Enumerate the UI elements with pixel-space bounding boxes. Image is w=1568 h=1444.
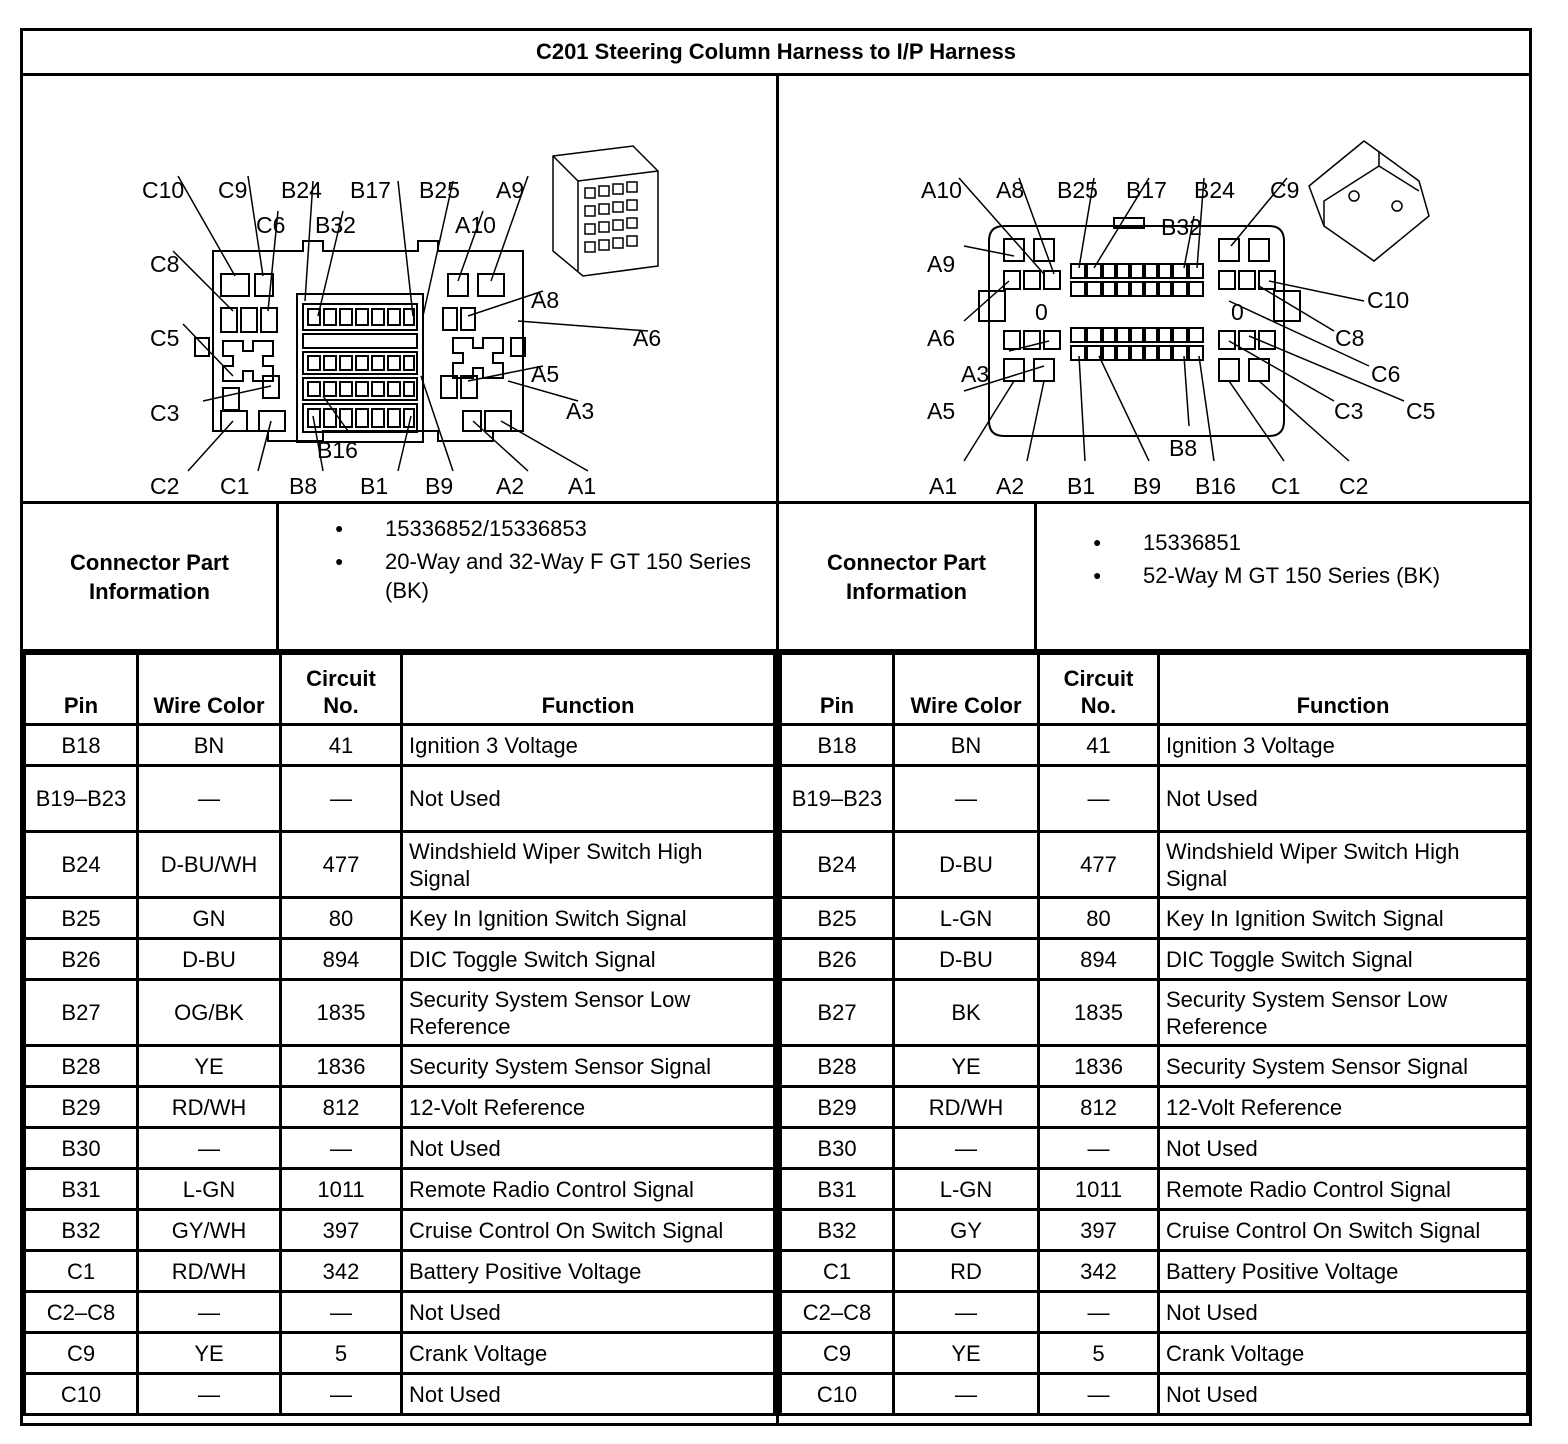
left-label-C9: C9 [218,177,248,203]
col-header-wire-color: Wire Color [138,654,281,725]
table-row [781,980,1528,1046]
function-cell: Not Used [402,1292,775,1333]
left-label-A10: A10 [455,212,496,238]
table-row [781,1374,1528,1415]
pin-cell: B27 [781,980,894,1046]
circuit-cell: 397 [281,1210,402,1251]
pin-cell: B29 [781,1087,894,1128]
right-label-B8: B8 [1169,435,1198,461]
function-cell: Security System Sensor Signal [1159,1046,1528,1087]
function-cell: Cruise Control On Switch Signal [1159,1210,1528,1251]
connector-sheet [20,28,1532,1426]
pin-cell: B19–B23 [781,766,894,832]
left-label-B24: B24 [281,177,322,203]
table-row [25,766,775,832]
table-row [25,1333,775,1374]
circuit-cell: 5 [1039,1333,1159,1374]
left-label-A6: A6 [633,325,662,351]
pin-cell: C10 [781,1374,894,1415]
wire-color-cell: GY [894,1210,1039,1251]
wire-color-cell: RD/WH [138,1087,281,1128]
table-row [781,898,1528,939]
left-label-C3: C3 [150,400,180,426]
right-label-A1: A1 [929,473,958,499]
circuit-cell: 5 [281,1333,402,1374]
pin-cell: B19–B23 [25,766,138,832]
pin-cell: B29 [25,1087,138,1128]
right-info-label: Connector Part Information [779,504,1037,649]
table-row [781,939,1528,980]
wire-color-cell: YE [894,1333,1039,1374]
left-label-C1: C1 [220,473,250,499]
circuit-cell: — [1039,1292,1159,1333]
right-connector-pictogram [1309,141,1429,261]
pin-cell: C9 [25,1333,138,1374]
function-cell: Ignition 3 Voltage [1159,725,1528,766]
wire-color-cell: RD/WH [138,1251,281,1292]
function-cell: Not Used [402,1128,775,1169]
left-label-A3: A3 [566,398,595,424]
left-info-item: ● 20-Way and 32-Way F GT 150 Series (BK) [279,547,776,605]
wire-color-cell: — [894,1374,1039,1415]
pin-cell: C2–C8 [25,1292,138,1333]
pin-cell: B32 [781,1210,894,1251]
left-label-A2: A2 [496,473,525,499]
right-label-B17: B17 [1126,177,1167,203]
table-row [25,1046,775,1087]
table-row [25,1087,775,1128]
wire-color-cell: D-BU [894,939,1039,980]
pin-cell: B28 [25,1046,138,1087]
table-row [781,1169,1528,1210]
wire-color-cell: BN [138,725,281,766]
wire-color-cell: OG/BK [138,980,281,1046]
right-label-C1: C1 [1271,473,1301,499]
function-cell: Key In Ignition Switch Signal [402,898,775,939]
col-header-circuit: Circuit No. [281,654,402,725]
col-header-function: Function [402,654,775,725]
pin-cell: B25 [781,898,894,939]
function-cell: Not Used [402,1374,775,1415]
function-cell: Security System Sensor Low Reference [402,980,775,1046]
left-label-B8: B8 [289,473,318,499]
right-label-A2: A2 [996,473,1025,499]
right-label-B24: B24 [1194,177,1235,203]
left-label-C8: C8 [150,251,180,277]
left-label-B17: B17 [350,177,391,203]
circuit-cell: 1011 [281,1169,402,1210]
pin-cell: B18 [781,725,894,766]
wire-color-cell: L-GN [894,898,1039,939]
table-row [781,766,1528,832]
wire-color-cell: L-GN [138,1169,281,1210]
wire-color-cell: — [138,1374,281,1415]
pin-cell: B32 [25,1210,138,1251]
right-label-B32: B32 [1161,214,1202,240]
left-label-B9: B9 [425,473,454,499]
left-label-A1: A1 [568,473,597,499]
function-cell: Windshield Wiper Switch High Signal [1159,832,1528,898]
left-label-B16: B16 [317,437,358,463]
right-info-item: ● 15336851 [1037,528,1529,557]
right-label-B1: B1 [1067,473,1096,499]
table-row [25,1169,775,1210]
right-label-A9: A9 [927,251,956,277]
circuit-cell: 1836 [281,1046,402,1087]
circuit-cell: 80 [1039,898,1159,939]
table-row [781,1087,1528,1128]
right-label-C3: C3 [1334,398,1364,424]
wire-color-cell: — [894,1128,1039,1169]
table-row [25,1128,775,1169]
pin-cell: B26 [781,939,894,980]
col-header-wire-color: Wire Color [894,654,1039,725]
pin-cell: B30 [781,1128,894,1169]
right-label-C2: C2 [1339,473,1369,499]
right-label-A3: A3 [961,361,990,387]
pin-cell: B24 [25,832,138,898]
pin-cell: C10 [25,1374,138,1415]
col-header-pin: Pin [781,654,894,725]
right-label-A8: A8 [996,177,1025,203]
function-cell: 12-Volt Reference [402,1087,775,1128]
left-label-A9: A9 [496,177,525,203]
left-label-A5: A5 [531,361,560,387]
wire-color-cell: — [894,766,1039,832]
circuit-cell: 1011 [1039,1169,1159,1210]
table-row [781,832,1528,898]
left-info-item: ● 15336852/15336853 [279,514,776,543]
left-pin-table [23,652,776,1416]
wire-color-cell: RD/WH [894,1087,1039,1128]
table-row [25,725,775,766]
table-row [25,1251,775,1292]
right-label-C8: C8 [1335,325,1365,351]
left-info-label: Connector Part Information [23,504,279,649]
page-title: C201 Steering Column Harness to I/P Harness [23,31,1529,76]
pin-cell: C1 [781,1251,894,1292]
circuit-cell: 477 [281,832,402,898]
function-cell: Not Used [1159,766,1528,832]
function-cell: Ignition 3 Voltage [402,725,775,766]
right-face-zero-left: 0 [1035,299,1048,325]
function-cell: Not Used [1159,1374,1528,1415]
function-cell: Key In Ignition Switch Signal [1159,898,1528,939]
table-row [25,939,775,980]
right-label-C10: C10 [1367,287,1410,313]
col-header-function: Function [1159,654,1528,725]
col-header-pin: Pin [25,654,138,725]
left-label-C5: C5 [150,325,180,351]
circuit-cell: 80 [281,898,402,939]
wire-color-cell: L-GN [894,1169,1039,1210]
left-connector-face [23,76,776,501]
function-cell: Security System Sensor Low Reference [1159,980,1528,1046]
pin-cell: B30 [25,1128,138,1169]
connector-diagrams [23,76,1529,504]
circuit-cell: — [1039,1128,1159,1169]
right-connector-diagram [779,76,1529,501]
wire-color-cell: YE [138,1046,281,1087]
wire-color-cell: GN [138,898,281,939]
circuit-cell: 1835 [1039,980,1159,1046]
left-label-C2: C2 [150,473,180,499]
wire-color-cell: D-BU/WH [138,832,281,898]
wire-color-cell: — [138,1128,281,1169]
table-row [781,1292,1528,1333]
right-face-zero-right: 0 [1231,299,1244,325]
function-cell: Crank Voltage [402,1333,775,1374]
function-cell: DIC Toggle Switch Signal [402,939,775,980]
wire-color-cell: D-BU [894,832,1039,898]
pin-cell: C9 [781,1333,894,1374]
left-info-details [279,504,776,649]
circuit-cell: 894 [1039,939,1159,980]
table-row [25,1374,775,1415]
pin-cell: B25 [25,898,138,939]
circuit-cell: — [281,766,402,832]
right-connector-face [779,76,1529,501]
wire-color-cell: BN [894,725,1039,766]
function-cell: Windshield Wiper Switch High Signal [402,832,775,898]
pin-cell: B31 [781,1169,894,1210]
pin-cell: B18 [25,725,138,766]
left-connector-pictogram [553,146,658,276]
function-cell: Not Used [1159,1128,1528,1169]
circuit-cell: 342 [281,1251,402,1292]
wire-color-cell: BK [894,980,1039,1046]
function-cell: Not Used [1159,1292,1528,1333]
table-row [781,1046,1528,1087]
left-connector-diagram [23,76,776,501]
table-row [25,1210,775,1251]
table-row [781,1128,1528,1169]
circuit-cell: — [1039,766,1159,832]
wire-color-cell: GY/WH [138,1210,281,1251]
circuit-cell: 894 [281,939,402,980]
circuit-cell: 477 [1039,832,1159,898]
right-pin-table [779,652,1529,1416]
right-label-A5: A5 [927,398,956,424]
circuit-cell: — [1039,1374,1159,1415]
pin-cell: B31 [25,1169,138,1210]
pin-cell: B28 [781,1046,894,1087]
wire-color-cell: — [138,766,281,832]
col-header-circuit: Circuit No. [1039,654,1159,725]
function-cell: 12-Volt Reference [1159,1087,1528,1128]
function-cell: Battery Positive Voltage [402,1251,775,1292]
table-row [781,1210,1528,1251]
function-cell: Remote Radio Control Signal [1159,1169,1528,1210]
table-row [25,980,775,1046]
circuit-cell: 812 [1039,1087,1159,1128]
table-row [781,725,1528,766]
circuit-cell: 1835 [281,980,402,1046]
table-row [25,898,775,939]
wire-color-cell: — [894,1292,1039,1333]
circuit-cell: 41 [1039,725,1159,766]
right-label-C6: C6 [1371,361,1401,387]
wire-color-cell: YE [894,1046,1039,1087]
right-info-item: ● 52-Way M GT 150 Series (BK) [1037,561,1529,590]
right-label-C5: C5 [1406,398,1436,424]
wire-color-cell: — [138,1292,281,1333]
circuit-cell: 342 [1039,1251,1159,1292]
left-label-C10: C10 [142,177,185,203]
wire-color-cell: RD [894,1251,1039,1292]
right-label-C9: C9 [1270,177,1300,203]
left-label-C6: C6 [256,212,286,238]
left-label-A8: A8 [531,287,560,313]
table-row [25,1292,775,1333]
left-label-B1: B1 [360,473,389,499]
pin-cell: B27 [25,980,138,1046]
circuit-cell: 812 [281,1087,402,1128]
right-label-B16: B16 [1195,473,1236,499]
table-divider [776,504,779,1423]
left-label-B32: B32 [315,212,356,238]
function-cell: Crank Voltage [1159,1333,1528,1374]
right-label-B9: B9 [1133,473,1162,499]
pin-cell: C2–C8 [781,1292,894,1333]
pin-cell: C1 [25,1251,138,1292]
circuit-cell: 397 [1039,1210,1159,1251]
function-cell: Remote Radio Control Signal [402,1169,775,1210]
function-cell: Security System Sensor Signal [402,1046,775,1087]
circuit-cell: — [281,1128,402,1169]
circuit-cell: — [281,1374,402,1415]
left-label-B25: B25 [419,177,460,203]
wire-color-cell: YE [138,1333,281,1374]
function-cell: Battery Positive Voltage [1159,1251,1528,1292]
right-label-A6: A6 [927,325,956,351]
function-cell: Not Used [402,766,775,832]
circuit-cell: 1836 [1039,1046,1159,1087]
function-cell: DIC Toggle Switch Signal [1159,939,1528,980]
table-row [781,1333,1528,1374]
table-row [25,832,775,898]
circuit-cell: — [281,1292,402,1333]
right-label-A10: A10 [921,177,962,203]
wire-color-cell: D-BU [138,939,281,980]
pin-cell: B26 [25,939,138,980]
right-info-details [1037,504,1529,649]
table-row [781,1251,1528,1292]
function-cell: Cruise Control On Switch Signal [402,1210,775,1251]
right-label-B25: B25 [1057,177,1098,203]
pin-cell: B24 [781,832,894,898]
circuit-cell: 41 [281,725,402,766]
